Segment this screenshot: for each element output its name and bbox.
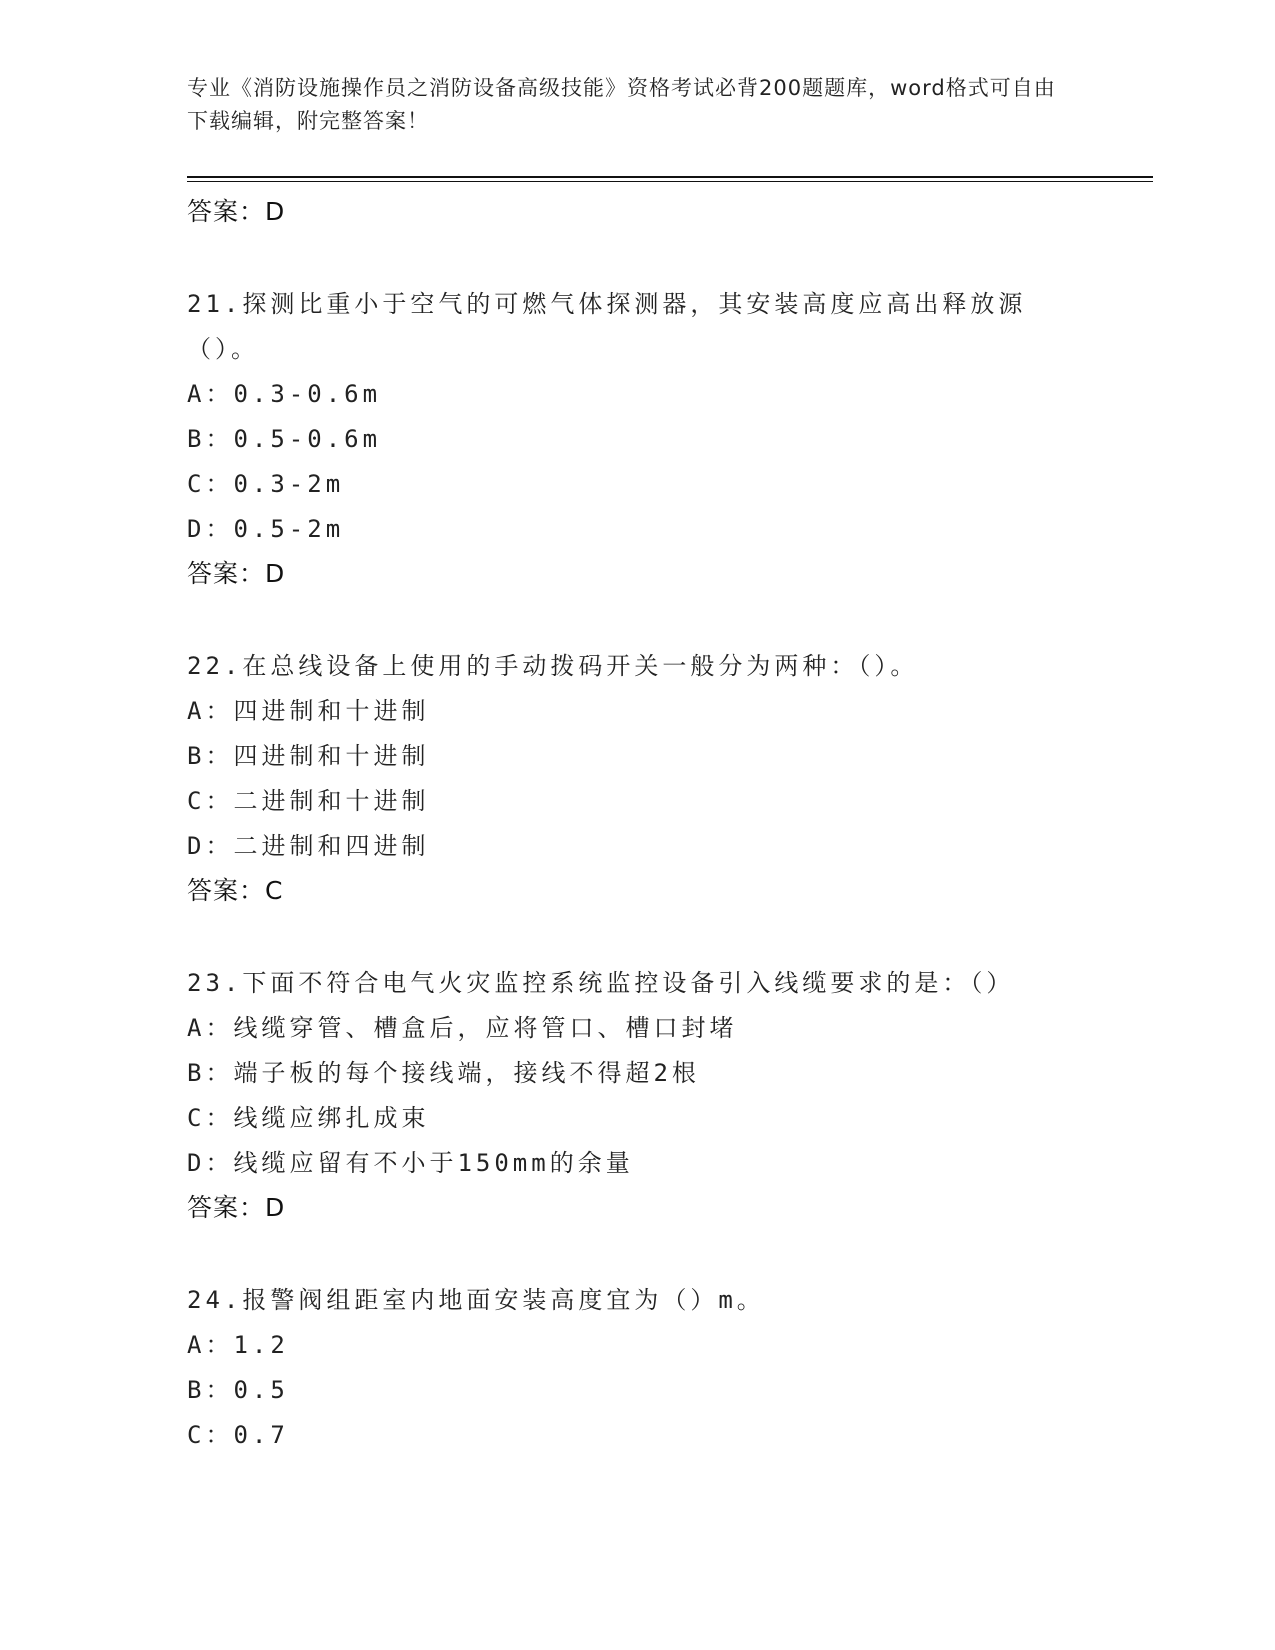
question-text: 22.在总线设备上使用的手动拨码开关一般分为两种：（）。 [187,652,919,680]
question-block [187,961,1087,1230]
question-block [187,282,1087,596]
answer-line: 答案：D [187,1193,286,1222]
option-c: C：0.3-2m [187,470,345,498]
question-block [187,644,1087,913]
option-d: D：0.5-2m [187,515,345,543]
option-c: C：二进制和十进制 [187,787,430,815]
question-text: 23.下面不符合电气火灾监控系统监控设备引入线缆要求的是：（） [187,969,1015,997]
option-a: A：线缆穿管、槽盒后，应将管口、槽口封堵 [187,1014,738,1042]
answer-line: 答案：C [187,876,284,905]
option-b: B：四进制和十进制 [187,742,430,770]
option-b: B：端子板的每个接线端，接线不得超2根 [187,1059,700,1087]
option-b: B：0.5 [187,1376,289,1404]
option-c: C：0.7 [187,1421,289,1449]
option-a: A：1.2 [187,1331,289,1359]
question-text: 24.报警阀组距室内地面安装高度宜为（）m。 [187,1286,765,1314]
question-text: 21.探测比重小于空气的可燃气体探测器，其安装高度应高出释放源（）。 [187,290,1027,363]
option-b: B：0.5-0.6m [187,425,382,453]
header-rule-thin [187,181,1153,182]
option-c: C：线缆应绑扎成束 [187,1104,430,1132]
option-d: D：线缆应留有不小于150mm的余量 [187,1149,634,1177]
option-a: A：四进制和十进制 [187,697,430,725]
question-block [187,1278,1087,1458]
document-header: 专业《消防设施操作员之消防设备高级技能》资格考试必背200题题库，word格式可自由下载编辑，附完整答案！ [187,76,1056,133]
answer-line: 答案：D [187,197,286,226]
option-a: A：0.3-0.6m [187,380,382,408]
header-rule-thick [187,176,1153,178]
answer-line: 答案：D [187,559,286,588]
option-d: D：二进制和四进制 [187,832,430,860]
document-body [187,190,1087,1458]
